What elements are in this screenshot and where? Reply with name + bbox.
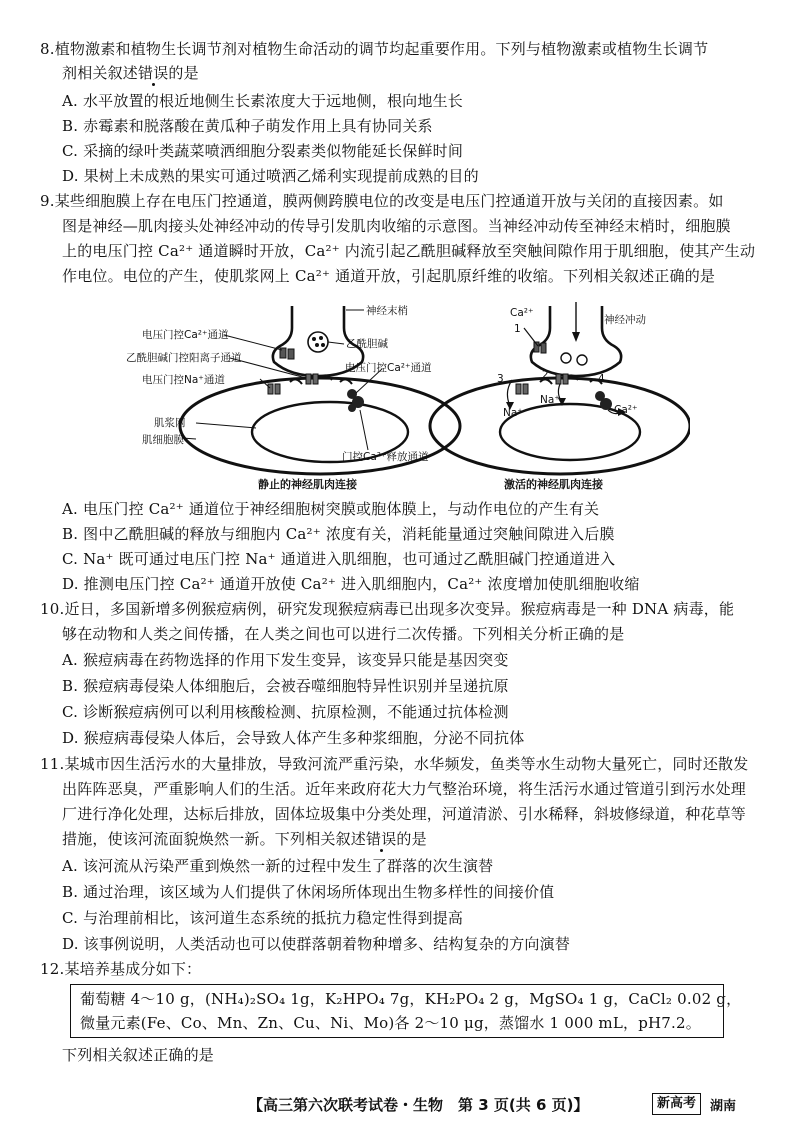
q10-stem-line-2: 够在动物和人类之间传播，在人类之间也可以进行二次传播。下列相关分析正确的是	[62, 625, 625, 643]
q8-option-d: D. 果树上未成熟的果实可通过喷洒乙烯利实现提前成熟的目的	[62, 167, 479, 185]
q8-option-c: C. 采摘的绿叶类蔬菜喷洒细胞分裂素类似物能延长保鲜时间	[62, 142, 464, 160]
q9-option-b: B. 图中乙酰胆碱的释放与细胞内 Ca²⁺ 浓度有关，消耗能量通过突触间隙进入后膜	[62, 525, 615, 543]
q11-stem-line-4: 措施，使该河流面貌焕然一新。下列相关叙述错误的是	[62, 830, 427, 848]
activated-junction-diagram	[430, 302, 690, 491]
q10-option-d: D. 猴痘病毒侵染人体后，会导致人体产生多种浆细胞，分泌不同抗体	[62, 729, 525, 747]
label-na-a: Na⁺	[540, 394, 560, 406]
page-footer	[0, 1092, 794, 1118]
q10-option-c: C. 诊断猴痘病例可以利用核酸检测、抗原检测，不能通过抗体检测	[62, 703, 509, 721]
label-nerve-ending: 神经末梢	[366, 305, 408, 317]
q11-stem-line-3: 厂进行净化处理，达标后排放，固体垃圾集中分类处理，河道清淤、引水稀释，斜坡修绿道，种花草等	[62, 805, 747, 823]
q11-option-b: B. 通过治理，该区域为人们提供了休闲场所体现出生物多样性的间接价值	[62, 883, 555, 901]
formula-line-1: 葡萄糖 4～10 g，(NH₄)₂SO₄ 1g，K₂HPO₄ 7g，KH₂PO₄ 2 g，MgSO₄ 1 g，CaCl₂ 0.02 g，	[80, 990, 742, 1008]
na-channel	[268, 384, 273, 394]
label-step-2: 2	[542, 369, 549, 381]
q12-follow: 下列相关叙述正确的是	[62, 1046, 215, 1064]
formula-line-2: 微量元素(Fe、Co、Mn、Zn、Cu、Ni、Mo)各 2～10 μg，蒸馏水 1 000 mL，pH7.2。	[80, 1014, 701, 1032]
q9-option-a: A. 电压门控 Ca²⁺ 通道位于神经细胞树突膜或胞体膜上，与动作电位的产生有关	[62, 500, 600, 518]
label-sarcolemma: 肌细胞膜	[142, 434, 184, 446]
synaptic-vesicle	[308, 332, 328, 352]
caption-resting: 静止的神经肌肉连接	[258, 478, 357, 491]
label-ach: 乙酰胆碱	[346, 338, 388, 350]
label-ach-gated-channel: 乙酰胆碱门控阳离子通道	[126, 352, 242, 364]
q9-stem-line-4: 作电位。电位的产生，使肌浆网上 Ca²⁺ 通道开放，引起肌原纤维的收缩。下列相关叙述正确的是	[62, 267, 716, 285]
q11-option-a: A. 该河流从污染严重到焕然一新的过程中发生了群落的次生演替	[62, 857, 494, 875]
q10-option-b: B. 猴痘病毒侵染人体细胞后，会被吞噬细胞特异性识别并呈递抗原	[62, 677, 509, 695]
resting-junction-diagram	[126, 304, 460, 491]
label-na-b: Na⁺	[503, 407, 523, 419]
q11-stem-line-2: 出阵阵恶臭，严重影响人们的生活。近年来政府花大力气整治环境，将生活污水通过管道引到污水处理	[62, 780, 747, 798]
q8-option-a: A. 水平放置的根近地侧生长素浓度大于远地侧，根向地生长	[62, 92, 463, 110]
label-ca-release-channel: 门控Ca²⁺释放通道	[342, 451, 429, 463]
label-step-1: 1	[514, 323, 521, 335]
q10-option-a: A. 猴痘病毒在药物选择的作用下发生变异，该变异只能是基因突变	[62, 651, 509, 669]
label-ca-top: Ca²⁺	[510, 307, 534, 319]
q12-stem: 12.某培养基成分如下：	[40, 960, 202, 978]
region-label: 湖南	[710, 1099, 737, 1114]
q11-option-d: D. 该事例说明，人类活动也可以使群落朝着物种增多、结构复杂的方向演替	[62, 935, 571, 953]
q8-option-b: B. 赤霉素和脱落酸在黄瓜种子萌发作用上具有协同关系	[62, 117, 433, 135]
label-step-4: 4	[598, 373, 605, 385]
label-na-channel: 电压门控Na⁺通道	[142, 374, 225, 386]
label-impulse: 神经冲动	[604, 314, 646, 326]
label-step-3: 3	[497, 373, 504, 385]
medium-formula-box	[70, 984, 742, 1038]
label-ca-right: Ca²⁺	[614, 404, 638, 416]
q9-option-c: C. Na⁺ 既可通过电压门控 Na⁺ 通道进入肌细胞，也可通过乙酰胆碱门控通道进入	[62, 550, 616, 568]
q11-stem-line-1: 11.某城市因生活污水的大量排放，导致河流严重污染，水华频发，鱼类等水生动物大量死亡，同时还散发	[40, 755, 749, 773]
q11-option-c: C. 与治理前相比，该河道生态系统的抵抗力稳定性得到提高	[62, 909, 464, 927]
neuromuscular-junction-figure	[120, 298, 690, 496]
footer-title: 【高三第六次联考试卷・生物 第 3 页(共 6 页)】	[248, 1096, 589, 1114]
q8-stem-line-1: 8.植物激素和植物生长调节剂对植物生命活动的调节均起重要作用。下列与植物激素或植物生长调节	[40, 40, 709, 58]
q9-stem-line-2: 图是神经—肌肉接头处神经冲动的传导引发肌肉收缩的示意图。当神经冲动传至神经末梢时，细胞膜	[62, 217, 731, 235]
exam-type-badge: 新高考	[652, 1093, 701, 1115]
label-sarcoplasmic-reticulum: 肌浆网	[154, 417, 186, 429]
emphasis-mark: 错误	[138, 64, 169, 82]
q9-stem-line-3: 上的电压门控 Ca²⁺ 通道瞬时开放，Ca²⁺ 内流引起乙酰胆碱释放至突触间隙作用于肌细胞，使其产生动	[62, 242, 756, 260]
q9-stem-line-1: 9.某些细胞膜上存在电压门控通道，膜两侧跨膜电位的改变是电压门控通道开放与关闭的直接因素。如	[40, 192, 724, 210]
ach-gated-channel	[306, 374, 311, 384]
q10-stem-line-1: 10.近日，多国新增多例猴痘病例，研究发现猴痘病毒已出现多次变异。猴痘病毒是一种 DNA 病毒，能	[40, 600, 735, 618]
label-ca-channel-pre: 电压门控Ca²⁺通道	[142, 329, 229, 341]
q9-option-d: D. 推测电压门控 Ca²⁺ 通道开放使 Ca²⁺ 进入肌细胞内，Ca²⁺ 浓度增加使肌细胞收缩	[62, 575, 640, 593]
label-ca-channel-post: 电压门控Ca²⁺通道	[345, 362, 432, 374]
emphasis-mark: 错误	[366, 830, 397, 848]
caption-activated: 激活的神经肌肉连接	[504, 478, 603, 491]
q8-stem-line-2: 剂相关叙述错误的是	[62, 64, 199, 82]
